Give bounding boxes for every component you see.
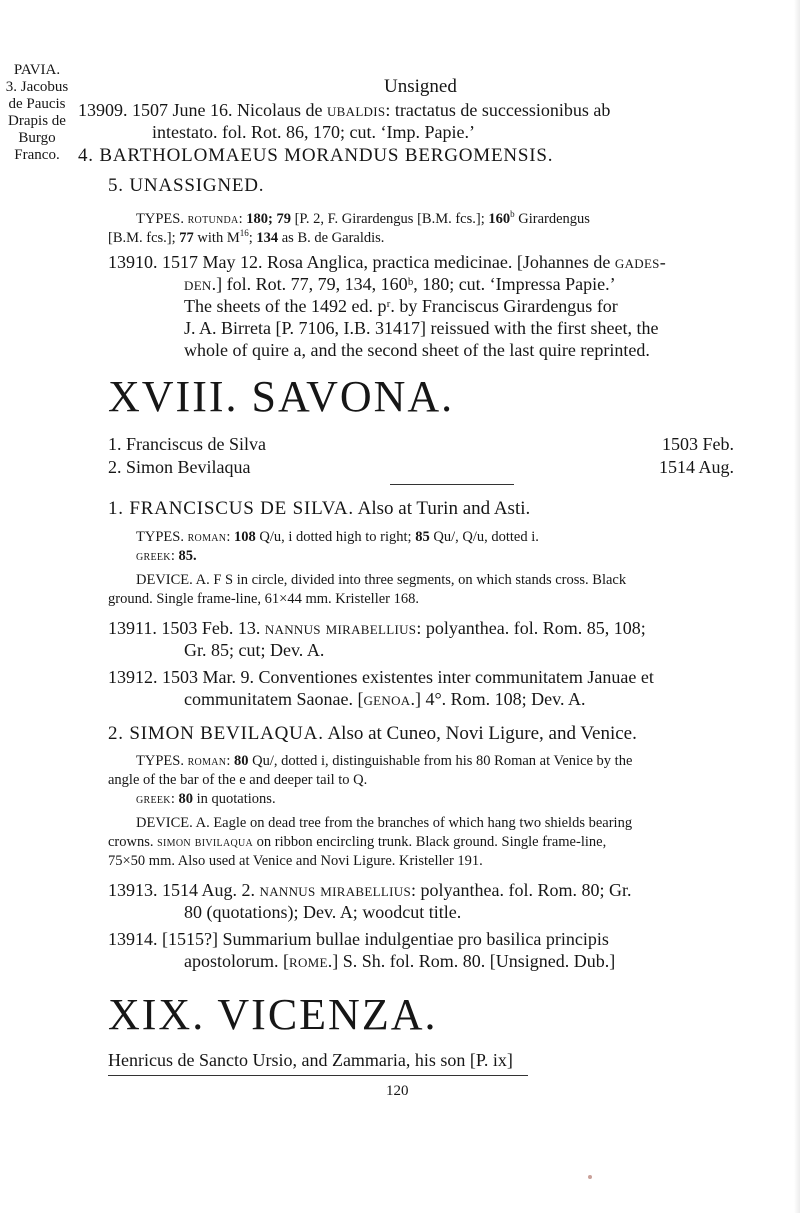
page-number: 120 bbox=[386, 1083, 409, 1099]
types-size-160: 160 bbox=[488, 210, 511, 227]
types-sep: : bbox=[238, 210, 247, 227]
rule-savona bbox=[390, 484, 514, 485]
savona-printer-1: 1. Franciscus de Silva bbox=[108, 434, 266, 454]
bevilaqua-greek-label: greek bbox=[136, 791, 171, 807]
bevilaqua-device-line-1: DEVICE. A. Eagle on dead tree from the branches of which hang two shields bearing bbox=[136, 815, 633, 831]
savona-title: XVIII. SAVONA. bbox=[108, 372, 455, 421]
types-size-134: 134 bbox=[256, 229, 279, 246]
silva-heading: 1. FRANCISCUS DE SILVA. bbox=[108, 498, 354, 519]
entry-13909 bbox=[78, 99, 610, 121]
section-5-types-line-2 bbox=[108, 224, 384, 247]
bevilaqua-types-line-2: angle of the bar of the e and deeper tail to Q. bbox=[108, 772, 368, 788]
unsigned-heading: Unsigned bbox=[384, 76, 457, 97]
bevilaqua-device-name: simon bivilaqua bbox=[157, 834, 254, 850]
entry-13913 bbox=[108, 879, 631, 901]
entry-13911-number: 13911. bbox=[108, 618, 157, 638]
entry-13912-continuation bbox=[184, 688, 585, 710]
entry-13910-author-b: den bbox=[184, 274, 212, 294]
entry-13910-text-1: 1517 May 12. Rosa Anglica, practica medicinae. [Johannes de bbox=[162, 252, 615, 272]
bevilaqua-greek-text: in quotations. bbox=[193, 791, 276, 807]
silva-device-line-2: ground. Single frame-line, 61×44 mm. Kristeller 168. bbox=[108, 591, 420, 607]
entry-13910-author-a: gades- bbox=[614, 252, 667, 272]
bevilaqua-device-text-b: on ribbon encircling trunk. Black ground. Single frame-line, bbox=[253, 834, 607, 850]
savona-printer-1-date: 1503 Feb. bbox=[662, 434, 734, 454]
margin-line-3: Drapis de bbox=[8, 113, 66, 129]
scan-speck bbox=[588, 1175, 592, 1179]
entry-13912 bbox=[108, 666, 654, 688]
entry-13912-cont-2: .] 4°. Rom. 108; Dev. A. bbox=[410, 689, 586, 709]
types-text-1: [P. 2, F. Girardengus [B.M. fcs.]; bbox=[290, 210, 489, 227]
scan-edge-shadow bbox=[794, 0, 800, 1213]
entry-13912-cont-1: communitatem Saonae. [ bbox=[184, 689, 364, 709]
entry-13914-text-1: [1515?] Summarium bullae indulgentiae pro basilica principis bbox=[162, 929, 609, 949]
entry-13913-number: 13913. bbox=[108, 880, 158, 900]
entry-13913-text-1: 1514 Aug. 2. bbox=[162, 880, 260, 900]
margin-note bbox=[4, 62, 70, 164]
silva-types-text-1: Q/u, i dotted high to right; bbox=[255, 529, 416, 545]
entry-13914-cont-2: .] S. Sh. fol. Rom. 80. [Unsigned. Dub.] bbox=[327, 951, 616, 971]
bevilaqua-types-line-1: TYPES. roman: 80 Qu/, dotted i, distinguishable from his 80 Roman at Venice by the bbox=[136, 753, 633, 769]
entry-13914-continuation bbox=[184, 950, 615, 972]
bevilaqua-heading: 2. SIMON BEVILAQUA. bbox=[108, 723, 324, 744]
bevilaqua-device-line-3: 75×50 mm. Also used at Venice and Novi Ligure. Kristeller 191. bbox=[108, 853, 483, 869]
entry-13912-place: genoa bbox=[363, 689, 411, 709]
entry-13910-number: 13910. bbox=[108, 252, 158, 272]
entry-13913-text-2: : polyanthea. fol. Rom. 80; Gr. bbox=[410, 880, 632, 900]
bevilaqua-device-text-a: crowns. bbox=[108, 834, 158, 850]
entry-13911-author: nannus mirabellius bbox=[264, 618, 417, 638]
entry-13911 bbox=[108, 617, 646, 639]
silva-device-line-1: DEVICE. A. F S in circle, divided into three segments, on which stands cross. Black bbox=[136, 572, 627, 588]
silva-heading-line bbox=[108, 498, 530, 520]
bevilaqua-heading-tail: Also at Cuneo, Novi Ligure, and Venice. bbox=[323, 723, 637, 744]
bevilaqua-types-label: TYPES. bbox=[136, 753, 184, 769]
bevilaqua-heading-line bbox=[108, 723, 637, 745]
entry-13914-number: 13914. bbox=[108, 929, 158, 949]
entry-13911-continuation: Gr. 85; cut; Dev. A. bbox=[184, 640, 325, 660]
bevilaqua-device-line-2 bbox=[108, 833, 606, 852]
types-sup-b: b bbox=[510, 209, 515, 219]
margin-line-5: Franco. bbox=[14, 147, 60, 163]
entry-13914-cont-1: apostolorum. [ bbox=[184, 951, 289, 971]
entry-13909-author: ubaldis bbox=[326, 100, 386, 120]
entry-13911-text-2: : polyanthea. fol. Rom. 85, 108; bbox=[416, 618, 646, 638]
entry-13909-text-a: 1507 June 16. Nicolaus de bbox=[132, 100, 327, 120]
entry-13909-text-b: : tractatus de successionibus ab bbox=[385, 100, 611, 120]
entry-13910-text-2: .] fol. Rot. 77, 79, 134, 160ᵇ, 180; cut. ‘Impressa Papie.’ bbox=[211, 274, 616, 294]
margin-line-2: de Paucis bbox=[8, 96, 66, 112]
section-5-heading: 5. UNASSIGNED. bbox=[108, 175, 265, 196]
entry-13910-line-3: The sheets of the 1492 ed. pʳ. by Franciscus Girardengus for bbox=[184, 296, 618, 316]
entry-13912-text-1: 1503 Mar. 9. Conventiones existentes inter communitatem Januae et bbox=[162, 667, 654, 687]
entry-13911-text-1: 1503 Feb. 13. bbox=[161, 618, 265, 638]
types-size-77: 77 bbox=[179, 229, 194, 246]
entry-13910-line-4: J. A. Birreta [P. 7106, I.B. 31417] reissued with the first sheet, the bbox=[184, 318, 659, 338]
entry-13913-continuation: 80 (quotations); Dev. A; woodcut title. bbox=[184, 902, 462, 922]
types-text-2: Girardengus bbox=[514, 210, 590, 227]
vicenza-printers: Henricus de Sancto Ursio, and Zammaria, his son [P. ix] bbox=[108, 1050, 513, 1070]
entry-13913-author: nannus mirabellius bbox=[259, 880, 411, 900]
types-label: TYPES. bbox=[136, 210, 184, 227]
silva-greek-label: greek bbox=[136, 548, 171, 564]
rule-footer bbox=[108, 1075, 528, 1076]
entry-13910-line-2 bbox=[184, 273, 616, 295]
types-text-4: with M bbox=[193, 229, 240, 246]
vicenza-title: XIX. VICENZA. bbox=[108, 990, 438, 1039]
savona-printer-2-date: 1514 Aug. bbox=[658, 457, 734, 477]
types-size-180-79: 180; 79 bbox=[246, 210, 291, 227]
margin-line-4: Burgo bbox=[18, 130, 56, 146]
silva-types: TYPES. roman: 108 Q/u, i dotted high to right; 85 Qu/, Q/u, dotted i. bbox=[136, 529, 539, 545]
bevilaqua-types-80: 80 bbox=[233, 753, 249, 769]
types-text-5: ; bbox=[248, 229, 257, 246]
silva-types-108: 108 bbox=[233, 529, 256, 545]
margin-line-1: 3. Jacobus bbox=[5, 79, 69, 95]
entry-13914-place: rome bbox=[289, 951, 328, 971]
savona-printer-2: 2. Simon Bevilaqua bbox=[108, 457, 251, 477]
types-text-3: [B.M. fcs.]; bbox=[108, 229, 180, 246]
silva-types-text-2: Qu/, Q/u, dotted i. bbox=[429, 529, 539, 545]
bevilaqua-greek: greek: 80 in quotations. bbox=[136, 791, 276, 807]
silva-types-label: TYPES. bbox=[136, 529, 184, 545]
entry-13912-number: 13912. bbox=[108, 667, 158, 687]
silva-greek: greek: 85. bbox=[136, 548, 197, 564]
silva-types-85: 85 bbox=[415, 529, 430, 545]
bevilaqua-greek-80: 80 bbox=[178, 791, 193, 807]
bevilaqua-types-text: Qu/, dotted i, distinguishable from his 80 Roman at Venice by the bbox=[248, 753, 633, 769]
entry-13914 bbox=[108, 928, 609, 950]
silva-heading-tail: Also at Turin and Asti. bbox=[353, 498, 531, 519]
types-sup-16: 16 bbox=[239, 228, 249, 238]
types-text-6: as B. de Garaldis. bbox=[278, 229, 385, 246]
entry-13909-continuation: intestato. fol. Rot. 86, 170; cut. ‘Imp. Papie.’ bbox=[152, 122, 475, 142]
silva-types-roman: roman bbox=[187, 529, 227, 545]
section-4-heading: 4. BARTHOLOMAEUS MORANDUS BERGOMENSIS. bbox=[78, 145, 554, 166]
entry-13910-line-5: whole of quire a, and the second sheet of the last quire reprinted. bbox=[184, 340, 650, 360]
entry-13910-line-1 bbox=[108, 251, 666, 273]
silva-greek-85: 85. bbox=[178, 548, 197, 564]
entry-13909-number: 13909. bbox=[78, 100, 128, 120]
types-rotunda: rotunda bbox=[187, 210, 239, 227]
margin-place: PAVIA. bbox=[13, 62, 61, 78]
bevilaqua-types-roman: roman bbox=[187, 753, 227, 769]
